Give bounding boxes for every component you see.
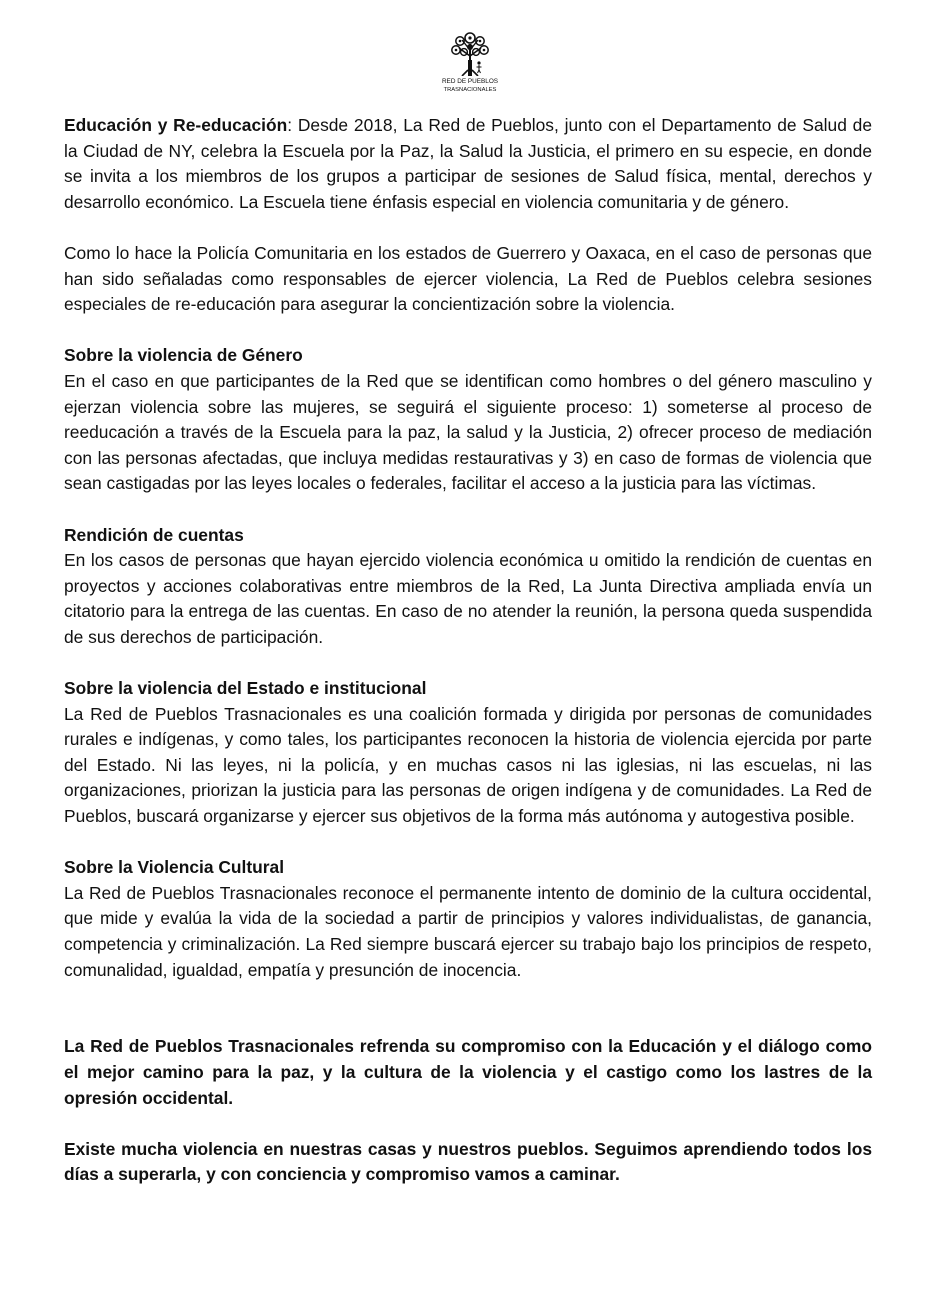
gender-violence-paragraph: En el caso en que participantes de la Red que se identifican como hombres o del género masculino y ejerzan violencia sobre las mujeres, se seguirá el siguiente proceso: 1) someterse al proceso de reeducación a través de la Escuela para la paz, la salud y la Justicia, 2) ofrecer proceso de mediación con las personas afectadas, que incluya medidas restaurativas y 3) en caso de formas de violencia que sean castigadas por las leyes locales o federales, facilitar el acceso a la justicia para las víctimas. [64, 370, 872, 494]
tree-icon [450, 32, 490, 76]
organization-logo [438, 32, 502, 98]
education-label: Educación y Re-educación [64, 115, 288, 135]
state-violence-paragraph: La Red de Pueblos Trasnacionales es una coalición formada y dirigida por personas de comunidades rurales e indígenas, y como tales, los participantes reconocen la historia de violencia ejercida por parte del Estado. Ni las leyes, ni la policía, y en muchas casos ni las iglesias, ni las escuelas, ni las organizaciones, priorizan la justicia para las personas de origen indígena y de comunidades. La Red de Pueblos, buscará organizarse y ejercer sus objetivos de la forma más autónoma y autogestiva posible. [64, 703, 872, 827]
community-police-paragraph: Como lo hace la Policía Comunitaria en los estados de Guerrero y Oaxaca, en el caso de personas que han sido señaladas como responsables de ejercer violencia, La Red de Pueblos celebra sesiones especiales de re-educación para asegurar la concientización sobre la violencia. [64, 242, 872, 315]
document-body [64, 113, 872, 1188]
paragraph-spacer [64, 983, 872, 1034]
paragraph-spacer [64, 1111, 872, 1137]
education-paragraph [64, 113, 872, 215]
state-violence-heading: Sobre la violencia del Estado e institucional [64, 678, 427, 699]
accountability-heading: Rendición de cuentas [64, 524, 244, 545]
cultural-violence-paragraph: La Red de Pueblos Trasnacionales reconoce el permanente intento de dominio de la cultura occidental, que mide y evalúa la vida de la sociedad a partir de principios y valores individualistas, de ganancia, competencia y criminalización. La Red siempre buscará ejercer su trabajo bajo los principios de respeto, comunalidad, igualdad, empatía y presunción de inocencia. [64, 882, 872, 980]
paragraph-spacer [64, 215, 872, 241]
paragraph-spacer [64, 830, 872, 856]
commitment-statement: La Red de Pueblos Trasnacionales refrenda su compromiso con la Educación y el diálogo como el mejor camino para la paz, y la cultura de la violencia y el castigo como los lastres de la opresión occidental. [64, 1036, 872, 1108]
paragraph-spacer [64, 497, 872, 523]
gender-violence-heading: Sobre la violencia de Género [64, 345, 303, 366]
paragraph-spacer [64, 650, 872, 676]
cultural-violence-heading: Sobre la Violencia Cultural [64, 857, 285, 878]
paragraph-spacer [64, 318, 872, 344]
accountability-paragraph: En los casos de personas que hayan ejercido violencia económica u omitido la rendición de cuentas en proyectos y acciones colaborativas entre miembros de la Red, La Junta Directiva ampliada envía un citatorio para la entrega de las cuentas. En caso de no atender la reunión, la persona queda suspendida de sus derechos de participación. [64, 550, 872, 647]
logo-wordmark [438, 76, 502, 98]
logo-line-1: RED DE PUEBLOS [441, 78, 499, 85]
logo-line-2: TRASNACIONALES [443, 87, 497, 93]
education-text: : Desde 2018, La Red de Pueblos, junto con el Departamento de Salud de la Ciudad de NY, celebra la Escuela por la Paz, la Salud la Justicia, el primero en su especie, en donde se invita a los miembros de los grupos a participar de sesiones de Salud física, mental, derechos y desarrollo económico. La Escuela tiene énfasis especial en violencia comunitaria y de género. [64, 115, 872, 212]
closing-statement: Existe mucha violencia en nuestras casas y nuestros pueblos. Seguimos aprendiendo todos los días a superarla, y con conciencia y compromiso vamos a caminar. [64, 1138, 872, 1185]
